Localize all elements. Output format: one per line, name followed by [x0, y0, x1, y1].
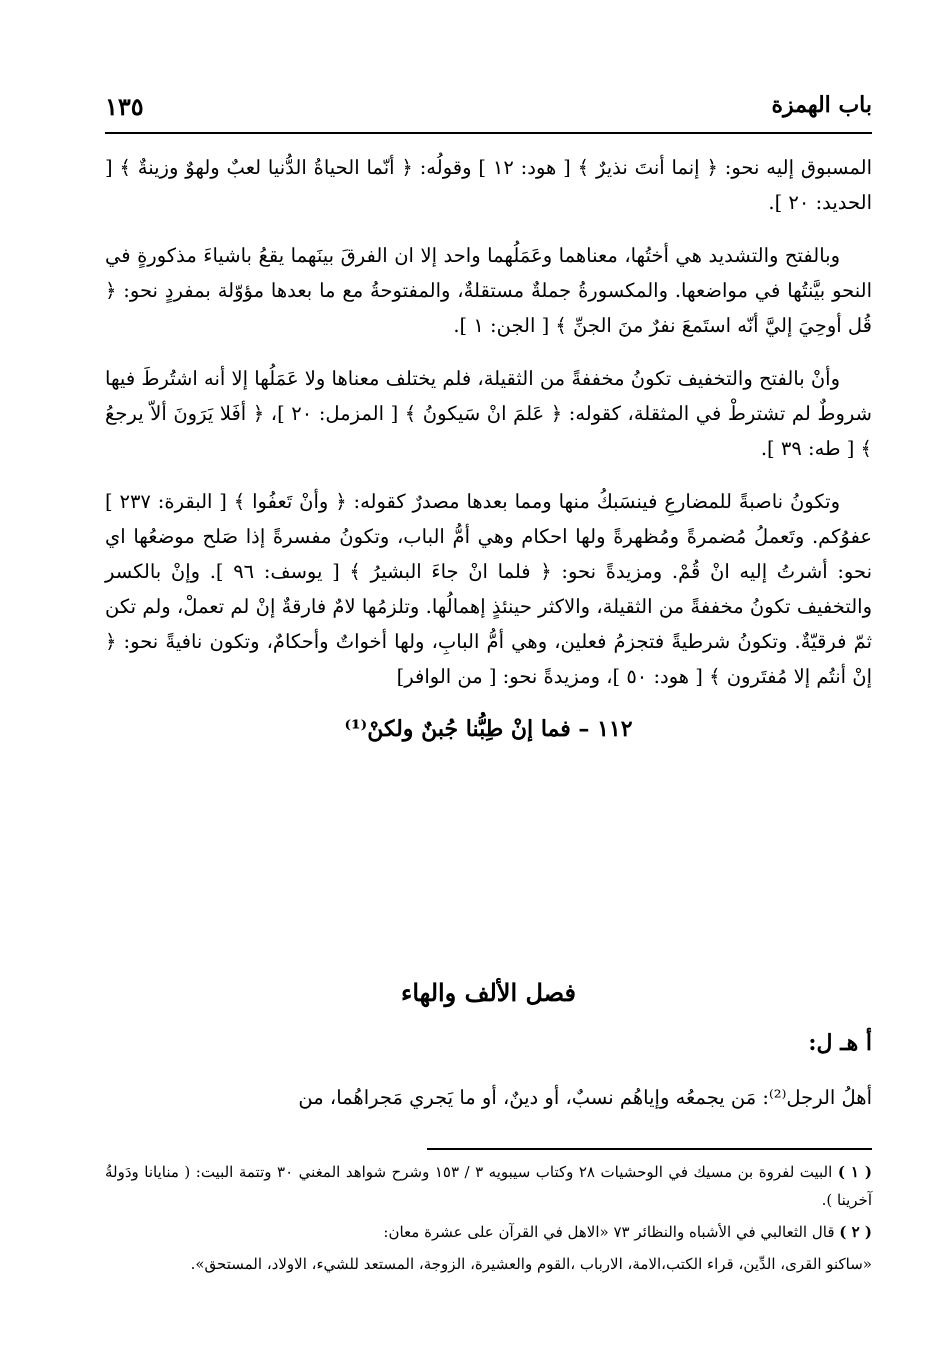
entry-heading: أ هـ ل:	[808, 1030, 872, 1056]
paragraph: المسبوق إليه نحو: ﴿ إنما أنتَ نذيرٌ ﴾ [ هود: ١٢ ] وقولُه: ﴿ أنّما الحياةُ الدُّنيا لعبٌ ولهوٌ وزينةٌ ﴾ [ الحديد: ٢٠ ].	[105, 156, 872, 214]
footnote-number: ( ١ )	[837, 1163, 872, 1181]
running-head: باب الهمزة	[771, 92, 872, 118]
footnote-text: قال الثعالبي في الأشباه والنظائر ٧٣ «الاهل في القرآن على عشرة معان:	[383, 1223, 835, 1241]
body-text	[105, 150, 872, 747]
footnote	[105, 1158, 872, 1214]
paragraph: وتكونُ ناصبةً للمضارعِ فينسَبكُ منها ومما بعدها مصدرٌ كقوله: ﴿ وأنْ تَعفُوا ﴾ [ البقرة: ٢٣٧ ] عفوُكم. وتَعملُ مُضمرةً ومُظهرةً ولها احكام وهي أمُّ الباب، وتكونُ مفسرةً إذا صَلح موضعُها اي نحو: أشرتُ إليه انْ قُمْ. ومزيدةً نحو: ﴿ فلما انْ جاءَ البشيرُ ﴾ [ يوسف: ٩٦ ]. وإنْ بالكسر والتخفيف تكونُ مخففةً من الثقيلة، والاكثر حينئذٍ إهمالُها. وتلزمُها لامٌ فارقةٌ إنْ لم تعملْ، ولم تكن ثمّ فرقيّةٌ. وتكونُ شرطيةً فتجزمُ فعلين، وهي أمُّ البابِ، ولها أخواتٌ وأحكامٌ، وتكون نافيةً نحو: ﴿ إنْ أنتُم إلا مُفتَرون ﴾ [ هود: ٥٠ ]، ومزيدةً نحو: [ من الوافر]	[105, 490, 872, 688]
entry-paragraph: أهلُ الرجل⁽²⁾: مَن يجمعُه وإياهُم نسبٌ، أو دينٌ، أو ما يَجري مَجراهُما، من	[298, 1086, 872, 1109]
paragraph: وأنْ بالفتح والتخفيف تكونُ مخففةً من الثقيلة، فلم يختلف معناها ولا عَمَلُها إلا أنه اشتُرطَ فيها شروطٌ لم تشترطْ في المثقلة، كقوله: ﴿ عَلمَ انْ سَيكونُ ﴾ [ المزمل: ٢٠ ]، ﴿ أفَلا يَرَونَ ألاّ يرجعُ ﴾ [ طه: ٣٩ ].	[105, 367, 872, 460]
paragraph: وبالفتح والتشديد هي أختُها، معناهما وعَمَلُهما واحد إلا ان الفرقَ بينَهما يقعُ باشياءَ مذكورةٍ في النحو بيَّنتُها في مواضعها. والمكسورةُ جملةٌ مستقلةٌ، والمفتوحةُ مع ما بعدها مؤوّلة بمفردٍ نحو: ﴿ قُل أوحِيَ إليَّ أنّه استَمعَ نفرٌ منَ الجنِّ ﴾ [ الجن: ١ ].	[105, 244, 872, 337]
footnote	[105, 1250, 872, 1278]
footnote	[105, 1218, 872, 1246]
footnote-text: «ساكنو القرى، الدِّين، قراء الكتب،الامة، الارباب ،القوم والعشيرة، الزوجة، المستعد للشيء، الاولاد، المستحق».	[190, 1255, 872, 1273]
footnote-number: ( ٢ )	[839, 1223, 872, 1241]
header-rule	[105, 132, 872, 134]
section-title: فصل الألف والهاء	[401, 978, 576, 1007]
page-number: ١٣٥	[105, 92, 144, 121]
footnote-rule	[427, 1148, 872, 1150]
footnote-text: البيت لفروة بن مسيك في الوحشيات ٢٨ وكتاب سيبويه ٣ / ١٥٣ وشرح شواهد المغني ٣٠ وتتمة البيت: ( منايانا ودَولةُ آخرينا ).	[105, 1163, 872, 1209]
page-header	[105, 88, 872, 128]
footnotes	[105, 1158, 872, 1282]
poetry-verse: ١١٢ – فما إنْ طِبُّنا جُبنٌ ولكنْ⁽¹⁾	[344, 716, 633, 742]
